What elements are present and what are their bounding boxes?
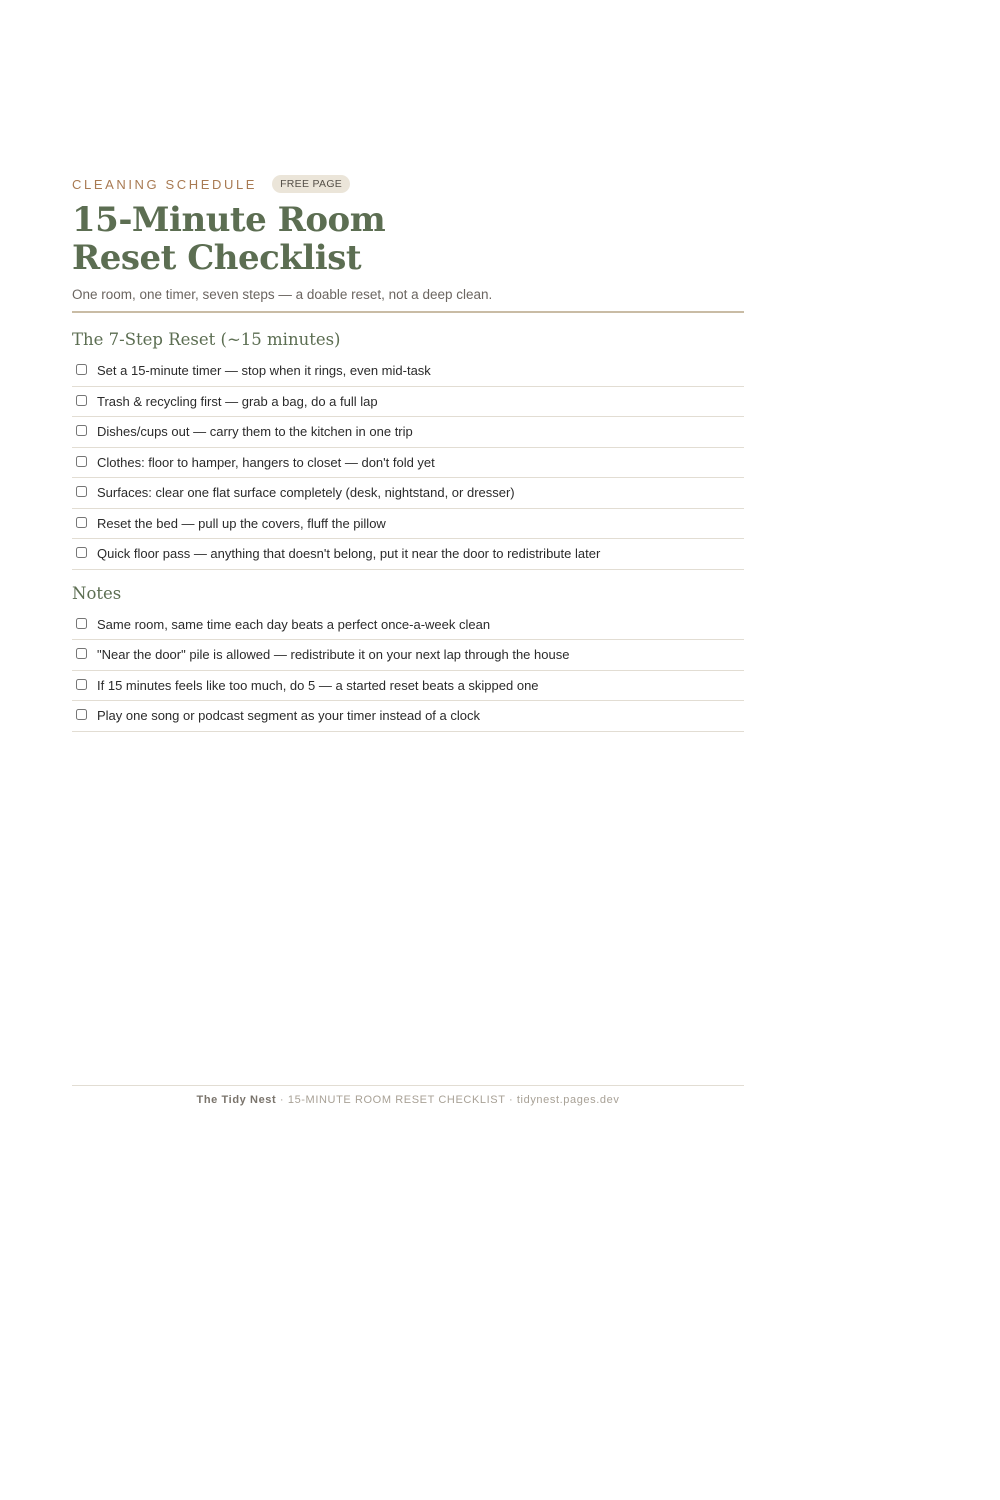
title-line-2: Reset Checklist	[72, 238, 362, 278]
page-footer	[72, 1085, 744, 1106]
steps-checklist	[72, 356, 744, 570]
step-checkbox[interactable]	[76, 517, 87, 528]
footer-separator: ·	[505, 1094, 517, 1106]
note-item	[72, 701, 744, 732]
free-page-badge: FREE PAGE	[272, 175, 350, 193]
checklist-item	[72, 387, 744, 418]
checklist-item-label: Reset the bed — pull up the covers, fluff the pillow	[97, 515, 386, 531]
note-checkbox[interactable]	[76, 618, 87, 629]
note-item-label: Same room, same time each day beats a perfect once-a-week clean	[97, 616, 491, 632]
category-label: CLEANING SCHEDULE	[72, 176, 258, 192]
note-item-label: Play one song or podcast segment as your timer instead of a clock	[97, 708, 480, 724]
checklist-item-label: Clothes: floor to hamper, hangers to closet — don't fold yet	[97, 454, 435, 470]
steps-heading: The 7-Step Reset (~15 minutes)	[72, 330, 341, 349]
checklist-item-label: Surfaces: clear one flat surface completely (desk, nightstand, or dresser)	[97, 485, 515, 501]
checklist-item	[72, 509, 744, 540]
eyebrow-row	[72, 175, 744, 193]
footer-separator: ·	[276, 1094, 288, 1106]
checklist-item	[72, 478, 744, 509]
note-checkbox[interactable]	[76, 648, 87, 659]
checklist-page	[72, 175, 744, 732]
checklist-item-label: Quick floor pass — anything that doesn't belong, put it near the door to redistribute later	[97, 546, 601, 562]
checklist-item	[72, 356, 744, 387]
checklist-item	[72, 539, 744, 570]
step-checkbox[interactable]	[76, 395, 87, 406]
note-item-label: If 15 minutes feels like too much, do 5 — a started reset beats a skipped one	[97, 677, 539, 693]
note-item	[72, 671, 744, 702]
page-title	[72, 201, 744, 277]
checklist-item-label: Trash & recycling first — grab a bag, do a full lap	[97, 393, 378, 409]
note-item-label: "Near the door" pile is allowed — redistribute it on your next lap through the house	[97, 647, 570, 663]
step-checkbox[interactable]	[76, 425, 87, 436]
step-checkbox[interactable]	[76, 364, 87, 375]
header-divider	[72, 311, 744, 313]
note-item	[72, 610, 744, 641]
notes-checklist	[72, 610, 744, 732]
notes-heading: Notes	[72, 583, 122, 603]
note-checkbox[interactable]	[76, 709, 87, 720]
step-checkbox[interactable]	[76, 547, 87, 558]
checklist-item	[72, 448, 744, 479]
title-line-1: 15-Minute Room	[72, 200, 386, 240]
checklist-item-label: Set a 15-minute timer — stop when it rings, even mid-task	[97, 363, 431, 379]
page-subtitle: One room, one timer, seven steps — a doable reset, not a deep clean.	[72, 287, 493, 302]
checklist-item-label: Dishes/cups out — carry them to the kitchen in one trip	[97, 424, 413, 440]
footer-brand: The Tidy Nest	[196, 1094, 277, 1106]
checklist-item	[72, 417, 744, 448]
footer-doc-title: 15-MINUTE ROOM RESET CHECKLIST	[287, 1094, 506, 1106]
note-item	[72, 640, 744, 671]
footer-site: tidynest.pages.dev	[516, 1094, 620, 1106]
step-checkbox[interactable]	[76, 456, 87, 467]
note-checkbox[interactable]	[76, 679, 87, 690]
step-checkbox[interactable]	[76, 486, 87, 497]
